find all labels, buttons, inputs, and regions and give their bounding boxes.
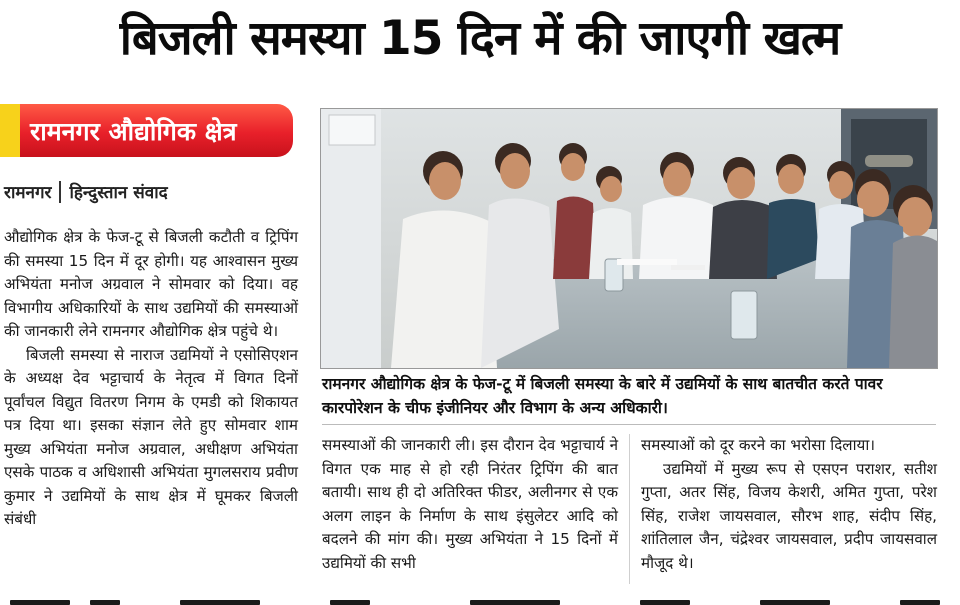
article-column-1 bbox=[4, 226, 298, 532]
dateline-place: रामनगर bbox=[4, 183, 52, 203]
dateline-source: हिन्दुस्तान संवाद bbox=[69, 183, 168, 203]
article-paragraph: उद्यमियों में मुख्य रूप से एसएन पराशर, सतीश गुप्ता, अतर सिंह, विजय केशरी, अमित गुप्ता, परेश सिंह, राजेश जायसवाल, सौरभ शाह, संदीप सिंह, शांतिलाल जैन, चंद्रेश्वर जायसवाल, प्रदीप जायसवाल मौजूद थे। bbox=[641, 459, 937, 572]
caption-divider bbox=[322, 424, 936, 425]
article-paragraph: समस्याओं की जानकारी ली। इस दौरान देव भट्टाचार्य ने विगत एक माह से हो रही निरंतर ट्रिपिंग की बात बतायी। साथ ही दो अतिरिक्त फीडर, अलीनगर से एक अलग लाइन के निर्माण के साथ इंसुलेटर आदि को बदलने की मांग की। मुख्य अभियंता ने 15 दिनों में उद्यमियों की सभी bbox=[322, 436, 618, 572]
meeting-photo bbox=[320, 108, 938, 369]
section-tag-label: रामनगर औद्योगिक क्षेत्र bbox=[30, 116, 237, 146]
dateline bbox=[4, 180, 168, 203]
article-column-2 bbox=[322, 434, 618, 575]
photo-caption: रामनगर औद्योगिक क्षेत्र के फेज-टू में बिजली समस्या के बारे में उद्यमियों के साथ बातचीत करते पावर कारपोरेशन के चीफ इंजीनियर और विभाग के अन्य अधिकारी। bbox=[322, 375, 883, 417]
article-column-3 bbox=[641, 434, 937, 575]
article-paragraph: औद्योगिक क्षेत्र के फेज-टू से बिजली कटौती व ट्रिपिंग की समस्या 15 दिन में दूर होगी। यह आश्वासन मुख्य अभियंता मनोज अग्रवाल ने सोमवार को दिया। वह विभागीय अधिकारियों के साथ उद्यमियों की समस्याओं की जानकारी लेने रामनगर औद्योगिक क्षेत्र पहुंचे थे। bbox=[4, 228, 298, 340]
article-paragraph: बिजली समस्या से नाराज उद्यमियों ने एसोसिएशन के अध्यक्ष देव भट्टाचार्य के नेतृत्व में विगत दिनों पूर्वांचल विद्युत वितरण निगम के एमडी को शिकायत पत्र दिया था। इसका संज्ञान लेते हुए सोमवार शाम मुख्य अभियंता मनोज अग्रवाल, अधीक्षण अभियंता एसके पाठक व अधिशासी अभियंता मुगलसराय प्रवीण कुमार ने उद्यमियों के साथ क्षेत्र में घूमकर बिजली संबंधी bbox=[4, 345, 298, 528]
section-tag bbox=[0, 104, 293, 157]
headline: बिजली समस्या 15 दिन में की जाएगी खत्म bbox=[119, 11, 841, 66]
dateline-separator bbox=[59, 181, 61, 203]
meeting-photo-illustration bbox=[321, 109, 937, 368]
column-divider bbox=[629, 434, 630, 584]
section-tag-accent bbox=[0, 104, 20, 157]
next-article-fragment bbox=[0, 598, 960, 605]
article-paragraph: समस्याओं को दूर करने का भरोसा दिलाया। bbox=[641, 436, 876, 454]
